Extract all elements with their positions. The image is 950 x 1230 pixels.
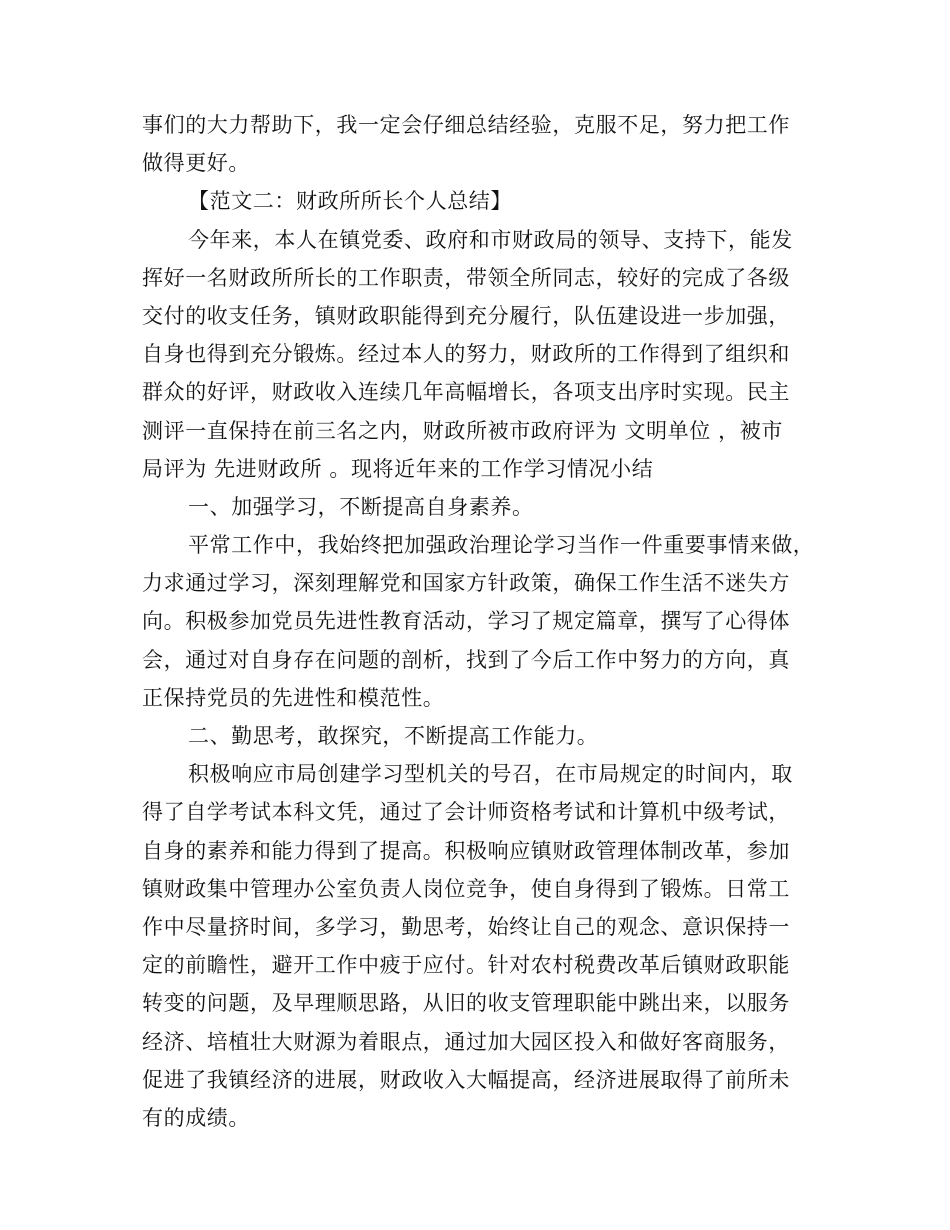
text-line: 挥好一名财政所所长的工作职责，带领全所同志，较好的完成了各级 (142, 265, 790, 290)
text-line: 群众的好评，财政收入连续几年高幅增长，各项支出序时实现。民主 (142, 380, 790, 405)
text-line: 测评一直保持在前三名之内，财政所被市政府评为 文明单位 ，被市 (142, 418, 783, 443)
text-line: 事们的大力帮助下，我一定会仔细总结经验，克服不足，努力把工作 (142, 113, 790, 137)
text-line: 得了自学考试本科文凭，通过了会计师资格考试和计算机中级考试， (142, 800, 790, 825)
text-line: 定的前瞻性，避开工作中疲于应付。针对农村税费改革后镇财政职能 (142, 953, 790, 978)
section-heading: 二、勤思考，敢探究，不断提高工作能力。 (188, 724, 599, 748)
section-heading: 一、加强学习，不断提高自身素养。 (188, 494, 534, 519)
text-line: 自身也得到充分锻炼。经过本人的努力，财政所的工作得到了组织和 (142, 342, 790, 367)
section-heading: 【范文二：财政所所长个人总结】 (188, 189, 512, 214)
document-body (142, 106, 815, 1137)
text-line: 正保持党员的先进性和模范性。 (142, 685, 445, 710)
text-line: 促进了我镇经济的进展，财政收入大幅提高，经济进展取得了前所未 (142, 1067, 790, 1092)
text-line: 向。积极参加党员先进性教育活动，学习了规定篇章，撰写了心得体 (142, 609, 790, 634)
text-line: 镇财政集中管理办公室负责人岗位竞争，使自身得到了锻炼。日常工 (142, 876, 790, 901)
text-line: 自身的素养和能力得到了提高。积极响应镇财政管理体制改革，参加 (142, 838, 790, 863)
text-line: 力求通过学习，深刻理解党和国家方针政策，确保工作生活不迷失方 (142, 571, 790, 596)
text-line: 作中尽量挤时间，多学习，勤思考，始终让自己的观念、意识保持一 (142, 914, 790, 939)
text-line: 会，通过对自身存在问题的剖析，找到了今后工作中努力的方向，真 (142, 647, 790, 672)
text-line: 局评为 先进财政所 。现将近年来的工作学习情况小结 (142, 456, 654, 481)
text-line: 有的成绩。 (142, 1105, 250, 1130)
text-line: 转变的问题，及早理顺思路，从旧的收支管理职能中跳出来，以服务 (142, 991, 790, 1016)
text-line: 交付的收支任务，镇财政职能得到充分履行，队伍建设进一步加强， (142, 303, 790, 328)
text-line: 经济、培植壮大财源为着眼点，通过加大园区投入和做好客商服务， (142, 1029, 790, 1054)
text-line: 平常工作中，我始终把加强政治理论学习当作一件重要事情来做， (188, 533, 815, 558)
text-line: 积极响应市局创建学习型机关的号召，在市局规定的时间内，取 (188, 762, 793, 787)
text-line: 今年来，本人在镇党委、政府和市财政局的领导、支持下，能发 (188, 227, 793, 252)
text-line: 做得更好。 (142, 151, 250, 176)
